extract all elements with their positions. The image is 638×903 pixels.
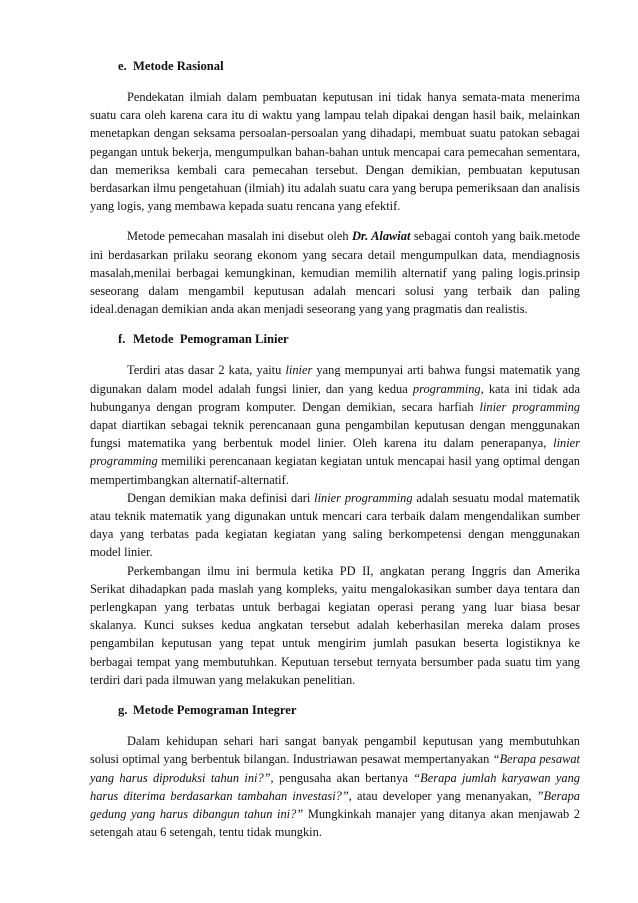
paragraph-text: memiliki perencanaan kegiatan kegiatan untuk mencapai hasil yang optimal dengan mempertimbangkan alternatif-alternatif.	[90, 454, 580, 487]
paragraph-text: Perkembangan ilmu ini bermula ketika PD II, angkatan perang Inggris dan Amerika Serikat dihadapkan pada maslah yang kompleks, yaitu mengalokasikan sumber daya tentara dan perlengkapan yang terbatas untuk berbagai kegiatan operasi perang yang luar biasa besar skalanya. Kunci sukses kedua angkatan tersebut adalah keberhasilan mereka dalam proses pengambilan keputusan yang tepat untuk mengirim jumlah pasukan beserta logistiknya ke berbagai tempat yang membutuhkan. Keputuan tersebut ternyata bersumber pada suatu tim yang terdiri dari pada ilmuwan yang melakukan penelitian.	[90, 563, 580, 687]
paragraph-text: pengusaha akan bertanya	[273, 770, 414, 785]
italic-quote: “Berapa pesawat yang harus diproduksi tahun ini?”,	[90, 752, 580, 785]
section-title: Metode Pemograman Linier	[133, 332, 289, 347]
document-page	[90, 58, 580, 853]
section-heading-e	[90, 58, 580, 75]
paragraph-text: Terdiri atas dasar 2 kata, yaitu	[127, 363, 286, 378]
paragraph-text: sebagai contoh yang baik.metode ini berdasarkan prilaku seorang ekonom yang secara detail mengumpulkan data, mendiagnosis masalah,menilai berbagai kemungkinan, kemudian memilih alternatif yang paling logis.prinsip seseorang dalam mengambil keputusan adalah mencari solusi yang terbaik dan paling ideal.denagan demikian anda akan menjadi seseorang yang yang pragmatis dan realistis.	[90, 229, 580, 317]
section-heading-g	[90, 702, 580, 719]
section-letter: g.	[118, 703, 128, 718]
paragraph-text: adalah sesuatu modal matematik atau teknik matematik yang digunakan untuk mencari cara terbaik dalam mengendalikan sumber daya yang terbatas pada kegiatan kegiatan yang saling berkompetensi dengan menggunakan model linier.	[90, 490, 580, 560]
paragraph-text: Metode pemecahan masalah ini disebut oleh	[127, 229, 352, 244]
paragraph-text: Pendekatan ilmiah dalam pembuatan keputusan ini tidak hanya semata-mata menerima suatu cara oleh karena cara itu di waktu yang lampau telah dipakai dengan hasil baik, melainkan menetapkan dengan seksama persoalan-persoalan yang dihadapi, membuat suatu patokan sebagai pegangan untuk bekerja, mengumpulkan bahan-bahan untuk mencapai cara pemecahan sementara, dan memeriksa kembali cara pemecahan tersebut. Dengan demikian, pembuatan keputusan berdasarkan ilmu pengetahuan (ilmiah) itu adalah suatu cara yang berupa pemeriksaan dan analisis yang logis, yang membawa kepada suatu rencana yang efektif.	[90, 90, 580, 214]
italic-term: linier programming	[314, 490, 413, 505]
paragraph	[90, 489, 580, 562]
section-letter: f.	[118, 332, 126, 347]
paragraph	[90, 88, 580, 215]
italic-term: programming	[412, 381, 481, 396]
paragraph-text: Dengan demikian maka definisi dari	[127, 490, 315, 505]
section-heading-f	[90, 331, 580, 348]
paragraph-text: yang mempunyai arti bahwa fungsi matematik yang digunakan dalam model adalah fungsi linier, dan yang kedua	[90, 363, 580, 396]
paragraph	[90, 562, 580, 689]
paragraph-text: Dalam kehidupan sehari hari sangat banyak pengambil keputusan yang membutuhkan solusi optimal yang berbentuk bilangan. Industriawan pesawat mempertanyakan	[90, 734, 580, 767]
paragraph-text: Mungkinkah manajer yang ditanya akan menjawab 2 setengah atau 6 setengah, tentu tidak mungkin.	[90, 806, 580, 840]
italic-quote: “Berapa jumlah karyawan yang harus diterima berdasarkan tambahan investasi?”,	[90, 770, 580, 803]
section-letter: e.	[118, 59, 127, 73]
italic-term: linier programming	[90, 436, 580, 469]
paragraph-text: , kata ini tidak ada hubunganya dengan program komputer. Dengan demikian, secara harfiah	[90, 381, 580, 414]
paragraph-text: dapat diartikan sebagai teknik perencanaan guna pengambilan keputusan dengan menggunakan fungsi matematika yang berbentuk model linier. Oleh karena itu dalam penerapanya,	[90, 418, 580, 451]
italic-term: linier programming	[479, 399, 580, 414]
paragraph	[90, 732, 580, 841]
italic-term: linier	[285, 363, 313, 378]
paragraph-text: atau developer yang menanyakan,	[351, 788, 537, 803]
section-title: Metode Pemograman Integrer	[133, 703, 297, 718]
section-title: Metode Rasional	[133, 59, 224, 73]
paragraph	[90, 361, 580, 488]
paragraph	[90, 227, 580, 318]
italic-quote: ”Berapa gedung yang harus dibangun tahun ini?”	[90, 788, 580, 821]
author-name: Dr. Alawiat	[351, 229, 411, 244]
